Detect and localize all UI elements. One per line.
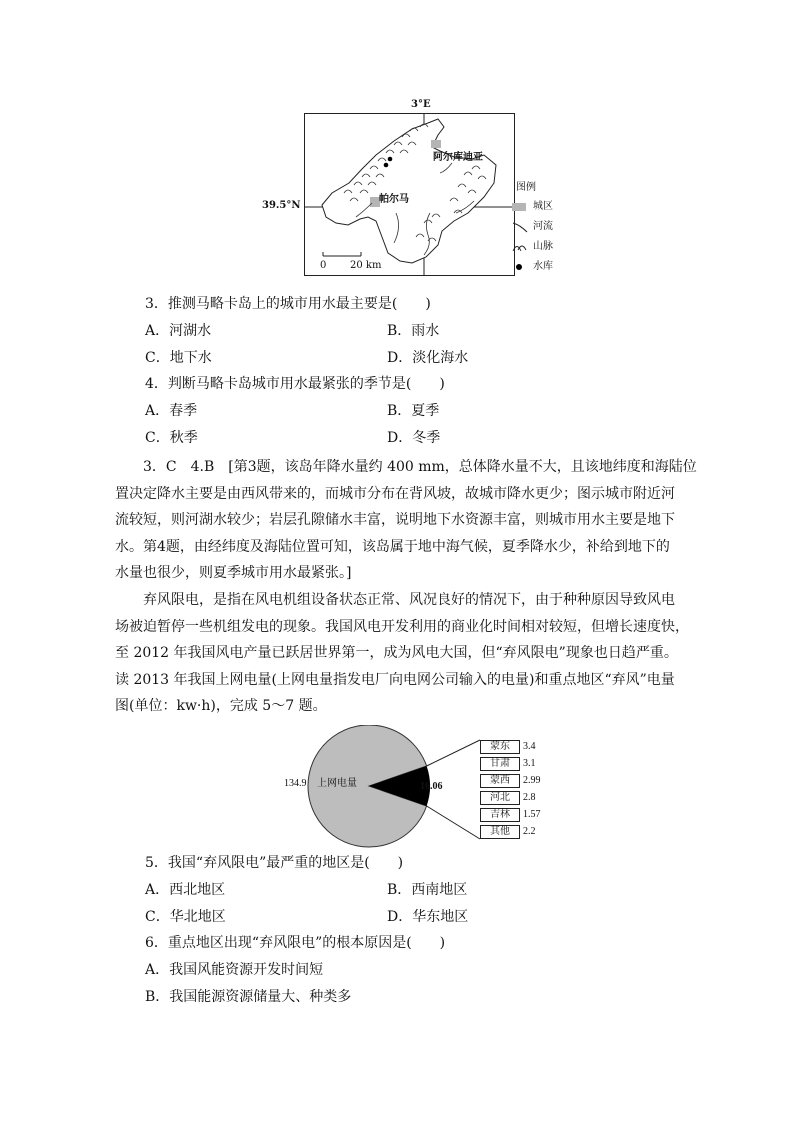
legend-label: 城区 xyxy=(533,201,553,212)
q5-option-b[interactable]: B．西南地区 xyxy=(387,882,468,898)
connector-line-0 xyxy=(427,740,480,766)
reading-passage xyxy=(115,587,689,720)
passage-line: 读 2013 年我国上网电量(上网电量指发电厂向电网公司输入的电量)和重点地区“弃风”电量 xyxy=(115,671,675,688)
q3-option-b[interactable]: B．雨水 xyxy=(387,323,440,339)
map-frame xyxy=(304,113,515,276)
breakdown-box-1: 甘肃 xyxy=(480,757,520,771)
value-label-main: 134.9 xyxy=(284,778,307,789)
q5-option-a[interactable]: A．西北地区 xyxy=(145,882,226,898)
reservoir-icon xyxy=(516,264,522,270)
q6-option-a[interactable]: A．我国风能资源开发时间短 xyxy=(145,962,324,978)
city-label-alcudia: 阿尔库迪亚 xyxy=(433,152,483,163)
q3-option-c[interactable]: C．地下水 xyxy=(145,350,212,366)
legend-label: 水库 xyxy=(533,261,553,272)
breakdown-box-5: 其他 xyxy=(480,825,520,839)
pie-chart xyxy=(250,725,550,850)
answer-line: 3．C 4.B [第3题，该岛年降水量约 400 mm，总体降水量不大，且该地纬度和海陆位 xyxy=(143,459,697,475)
q5-option-d[interactable]: D．华东地区 xyxy=(387,909,469,925)
answer-line: 置决定降水主要是由西风带来的，而城市分布在背风坡，故城市降水更少；图示城市附近河 xyxy=(115,485,675,502)
passage-line: 至 2012 年我国风电产量已跃居世界第一，成为风电大国，但“弃风限电”现象也日趋严重。 xyxy=(115,645,678,661)
q4-stem: 4．判断马略卡岛城市用水最紧张的季节是( ) xyxy=(145,376,445,392)
q4-option-d[interactable]: D．冬季 xyxy=(387,430,441,446)
mountain-icon xyxy=(512,241,528,253)
q3-stem: 3．推测马略卡岛上的城市用水最主要是( ) xyxy=(145,296,431,312)
q3-option-a[interactable]: A．河湖水 xyxy=(145,323,212,339)
q5-stem: 5．我国“弃风限电”最严重的地区是( ) xyxy=(145,855,404,871)
breakdown-value-0: 3.4 xyxy=(523,741,536,752)
q3-option-d[interactable]: D．淡化海水 xyxy=(387,350,469,366)
connector-line-1 xyxy=(427,806,480,839)
legend-title: 图例 xyxy=(516,182,536,193)
passage-line: 图(单位：kw·h)，完成 5～7 题。 xyxy=(115,698,327,714)
breakdown-value-5: 2.2 xyxy=(523,826,536,837)
breakdown-value-1: 3.1 xyxy=(523,758,536,769)
answer-line: 流较短，则河湖水较少；岩层孔隙储水丰富，说明地下水资源丰富，则城市用水主要是地下 xyxy=(115,512,675,528)
scale-km-label: 20 km xyxy=(350,260,382,271)
q5-option-c[interactable]: C．华北地区 xyxy=(145,909,226,925)
q6-stem: 6．重点地区出现“弃风限电”的根本原因是( ) xyxy=(145,935,446,951)
q6-option-b[interactable]: B．我国能源资源储量大、种类多 xyxy=(145,989,352,1005)
answer-explanation xyxy=(115,454,697,587)
parallel-label: 39.5°N xyxy=(262,200,301,211)
reservoir-2 xyxy=(384,163,389,168)
breakdown-box-2: 蒙西 xyxy=(480,774,520,788)
breakdown-box-0: 蒙东 xyxy=(480,740,520,754)
q4-option-a[interactable]: A．春季 xyxy=(145,403,198,419)
city-label-palma: 帕尔马 xyxy=(379,194,409,205)
legend-label: 山脉 xyxy=(533,241,553,252)
legend-label: 河流 xyxy=(533,221,553,232)
island-map xyxy=(304,113,515,276)
scale-zero-label: 0 xyxy=(320,260,327,271)
slice-label-main: 上网电量 xyxy=(317,778,357,789)
value-label-small: 16.06 xyxy=(420,781,443,792)
city-area-alcudia xyxy=(431,140,441,148)
breakdown-value-2: 2.99 xyxy=(523,775,541,786)
q4-option-c[interactable]: C．秋季 xyxy=(145,430,198,446)
river-icon xyxy=(512,221,528,233)
city-area-icon xyxy=(512,203,526,211)
breakdown-box-4: 吉林 xyxy=(480,808,520,822)
breakdown-value-4: 1.57 xyxy=(523,809,541,820)
q4-option-b[interactable]: B．夏季 xyxy=(387,403,440,419)
breakdown-box-3: 河北 xyxy=(480,791,520,805)
passage-line: 弃风限电，是指在风电机组设备状态正常、风况良好的情况下，由于种种原因导致风电 xyxy=(115,592,675,608)
breakdown-value-3: 2.8 xyxy=(523,792,536,803)
answer-line: 水。第4题，由经纬度及海陆位置可知，该岛属于地中海气候，夏季降水少，补给到地下的 xyxy=(115,538,670,555)
passage-line: 场被迫暂停一些机组发电的现象。我国风电开发利用的商业化时间相对较短，但增长速度快， xyxy=(115,618,689,635)
reservoir-1 xyxy=(388,157,393,162)
map-legend xyxy=(512,180,592,280)
answer-line: 水量也很少，则夏季城市用水最紧张。] xyxy=(115,565,352,581)
scale-bar xyxy=(323,252,361,256)
meridian-label: 3°E xyxy=(411,99,431,110)
